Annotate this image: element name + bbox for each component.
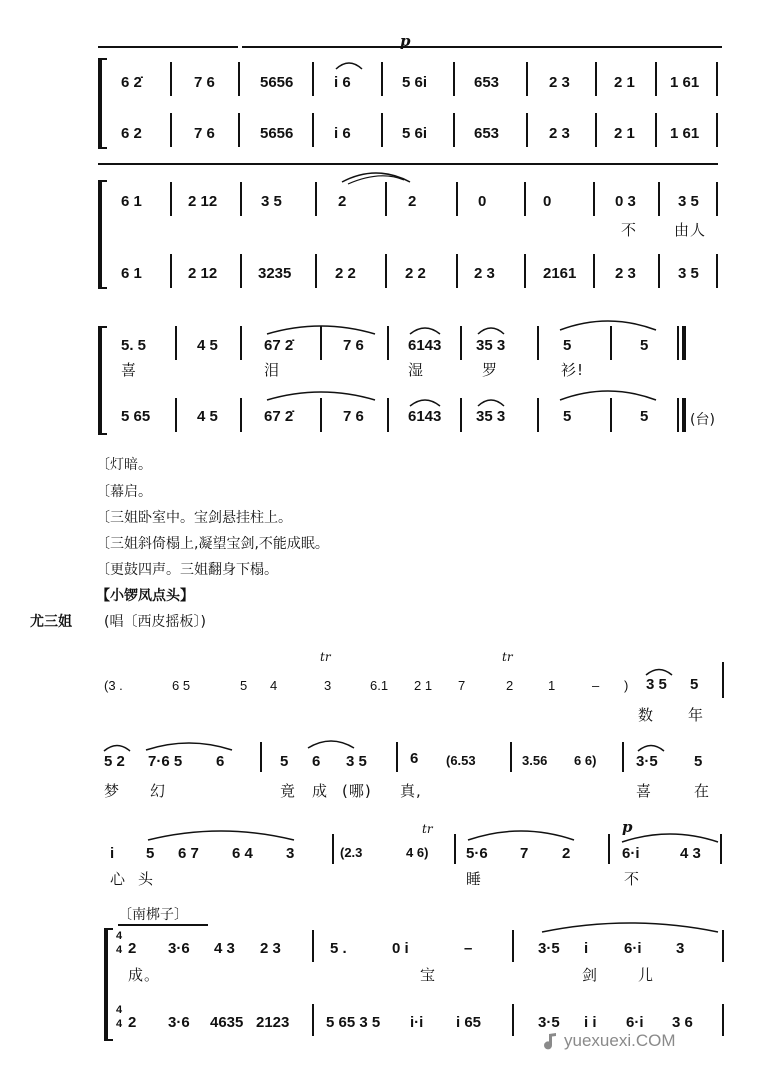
section-label: 〔南梆子〕 bbox=[118, 907, 188, 923]
lyric: 真, bbox=[400, 782, 422, 800]
slur bbox=[558, 316, 658, 332]
note-group: 4 5 bbox=[197, 337, 218, 354]
note: 3·6 bbox=[168, 940, 190, 957]
note-group: i 6 bbox=[334, 125, 351, 142]
note: i·i bbox=[410, 1014, 424, 1031]
note-group: 6 1 bbox=[121, 193, 142, 210]
barline bbox=[716, 62, 718, 96]
dynamic-line bbox=[242, 46, 722, 48]
final-barline-thick bbox=[682, 326, 686, 360]
slur bbox=[644, 666, 674, 676]
note-group: 5 bbox=[563, 337, 572, 354]
note: i i bbox=[584, 1014, 597, 1031]
note: 6·i bbox=[626, 1014, 644, 1031]
barline bbox=[260, 742, 262, 772]
note-group: 2 3 bbox=[549, 74, 570, 91]
barline bbox=[716, 113, 718, 147]
barline bbox=[315, 254, 317, 288]
note-group: 6143 bbox=[408, 337, 442, 354]
note-group: 5. 5 bbox=[121, 337, 147, 354]
note-group: 5 65 bbox=[121, 408, 151, 425]
note-group: 3235 bbox=[258, 265, 292, 282]
note: 3·5 bbox=[636, 753, 658, 770]
note: 2 bbox=[506, 678, 514, 693]
side-note: (台) bbox=[690, 412, 715, 428]
note: 5 bbox=[146, 845, 155, 862]
note: i 65 bbox=[456, 1014, 482, 1031]
barline bbox=[524, 182, 526, 216]
final-barline bbox=[677, 326, 679, 360]
barline bbox=[595, 113, 597, 147]
note-group: 3 5 bbox=[678, 265, 699, 282]
barline bbox=[512, 1004, 514, 1036]
bracket-hook-top bbox=[98, 180, 107, 182]
note: 4635 bbox=[210, 1014, 244, 1031]
note: 0 i bbox=[392, 940, 409, 957]
barline bbox=[332, 834, 334, 864]
barline bbox=[593, 182, 595, 216]
slur bbox=[306, 738, 356, 750]
note-group: 7 6 bbox=[343, 337, 364, 354]
note-group: i 6 bbox=[334, 74, 351, 91]
note: 6 4 bbox=[232, 845, 253, 862]
note: 7·6 5 bbox=[148, 753, 183, 770]
note: 3 bbox=[676, 940, 685, 957]
barline bbox=[312, 113, 314, 147]
note: 5·6 bbox=[466, 845, 488, 862]
note-group: 3 5 bbox=[261, 193, 282, 210]
barline bbox=[658, 254, 660, 288]
slur bbox=[558, 386, 658, 402]
lyric: 头 bbox=[138, 870, 155, 888]
stage-direction: 〔三姐卧室中。宝剑悬挂柱上。 bbox=[96, 510, 292, 526]
note-group: 2 3 bbox=[474, 265, 495, 282]
note: (3 . bbox=[104, 678, 123, 693]
note: 2 bbox=[128, 1014, 137, 1031]
note: (6.53 bbox=[446, 753, 476, 768]
lyric: 不 bbox=[624, 870, 641, 888]
note-group: 2 3 bbox=[549, 125, 570, 142]
note-group: 2 3 bbox=[615, 265, 636, 282]
barline bbox=[240, 326, 242, 360]
lyric: 泪 bbox=[264, 361, 281, 379]
note-group: 2 1 bbox=[614, 125, 635, 142]
note: 6 bbox=[216, 753, 225, 770]
note: 5 bbox=[240, 678, 248, 693]
note-group: 6143 bbox=[408, 408, 442, 425]
barline bbox=[381, 62, 383, 96]
note: 6 bbox=[410, 750, 419, 767]
slur bbox=[636, 742, 666, 752]
note: 6·i bbox=[622, 845, 640, 862]
barline bbox=[238, 113, 240, 147]
barline bbox=[456, 182, 458, 216]
trill-mark: tr bbox=[320, 650, 331, 664]
bracket-hook-bottom bbox=[98, 433, 107, 435]
barline bbox=[320, 398, 322, 432]
barline bbox=[622, 742, 624, 772]
barline bbox=[240, 254, 242, 288]
time-signature: 4 bbox=[116, 944, 123, 956]
barline bbox=[722, 930, 724, 962]
bracket-hook-top bbox=[98, 58, 107, 60]
note-group: 5 6i bbox=[402, 125, 428, 142]
note-group: 7 6 bbox=[194, 74, 215, 91]
note-group: 2 bbox=[408, 193, 417, 210]
slur bbox=[334, 60, 364, 70]
barline bbox=[238, 62, 240, 96]
note: 5 65 3 5 bbox=[326, 1014, 381, 1031]
lyric: 不 bbox=[621, 221, 638, 239]
note-group: 7 6 bbox=[194, 125, 215, 142]
note-group: 5 bbox=[640, 337, 649, 354]
lyric: 剑 bbox=[582, 966, 599, 984]
barline bbox=[312, 62, 314, 96]
note-group: 2 1 bbox=[614, 74, 635, 91]
trill-mark: tr bbox=[422, 822, 433, 836]
lyric: 竟 bbox=[280, 782, 297, 800]
trill-mark: tr bbox=[502, 650, 513, 664]
lyric: 年 bbox=[688, 706, 705, 724]
singer-cue: (唱〔西皮摇板〕) bbox=[104, 614, 206, 630]
note: – bbox=[464, 940, 473, 957]
bracket-hook-bottom bbox=[98, 287, 107, 289]
bracket-hook-top bbox=[98, 326, 107, 328]
barline bbox=[387, 398, 389, 432]
note: 4 bbox=[270, 678, 278, 693]
barline bbox=[453, 62, 455, 96]
dynamic-mark: p bbox=[400, 32, 411, 50]
barline bbox=[460, 398, 462, 432]
note-group: 5 bbox=[640, 408, 649, 425]
barline bbox=[608, 834, 610, 864]
note-group: 6 2 bbox=[121, 125, 142, 142]
note-group: 0 3 bbox=[615, 193, 636, 210]
time-signature: 4 bbox=[116, 1004, 123, 1016]
barline bbox=[170, 182, 172, 216]
note: (2.3 bbox=[340, 845, 363, 860]
note: 7 bbox=[458, 678, 466, 693]
system-bracket bbox=[104, 928, 108, 1040]
note: 4 6) bbox=[406, 845, 429, 860]
note-group: 7 6 bbox=[343, 408, 364, 425]
note: 3·5 bbox=[538, 940, 560, 957]
barline bbox=[456, 254, 458, 288]
barline bbox=[722, 662, 724, 698]
note-group: 3 5 bbox=[678, 193, 699, 210]
barline bbox=[526, 62, 528, 96]
barline bbox=[240, 398, 242, 432]
barline bbox=[396, 742, 398, 772]
note-group: 35 3 bbox=[476, 408, 506, 425]
barline bbox=[454, 834, 456, 864]
music-note-icon bbox=[538, 1030, 560, 1052]
note-group: 5 bbox=[563, 408, 572, 425]
note-group: 2 2 bbox=[405, 265, 426, 282]
slur bbox=[476, 324, 506, 336]
phrase-slur bbox=[620, 830, 720, 844]
top-line bbox=[98, 163, 718, 165]
note-group: 1 61 bbox=[670, 74, 700, 91]
lyric: 宝 bbox=[420, 966, 437, 984]
barline bbox=[170, 254, 172, 288]
lyric: 睡 bbox=[466, 870, 483, 888]
barline bbox=[387, 326, 389, 360]
barline bbox=[610, 326, 612, 360]
note: 2123 bbox=[256, 1014, 290, 1031]
lyric: 湿 bbox=[408, 361, 425, 379]
stage-direction: 〔幕启。 bbox=[96, 484, 152, 500]
time-signature: 4 bbox=[116, 930, 123, 942]
note-group: 653 bbox=[474, 74, 500, 91]
barline bbox=[175, 326, 177, 360]
phrase-slur bbox=[146, 826, 296, 842]
barline bbox=[595, 62, 597, 96]
lyric: 衫! bbox=[561, 361, 585, 379]
note: 6 5 bbox=[172, 678, 191, 693]
note-group: 5 6i bbox=[402, 74, 428, 91]
lyric: 数 bbox=[638, 706, 655, 724]
barline bbox=[510, 742, 512, 772]
note: 2 3 bbox=[260, 940, 281, 957]
note: 6·i bbox=[624, 940, 642, 957]
note: 5 2 bbox=[104, 753, 125, 770]
barline bbox=[385, 254, 387, 288]
slur bbox=[408, 396, 442, 408]
note: – bbox=[592, 678, 600, 693]
barline bbox=[658, 182, 660, 216]
barline bbox=[720, 834, 722, 864]
note: i bbox=[584, 940, 589, 957]
lyric: 成。 bbox=[128, 966, 161, 984]
phrase-slur bbox=[540, 918, 720, 934]
note: 2 bbox=[562, 845, 571, 862]
note-group: 35 3 bbox=[476, 337, 506, 354]
note-group: 4 5 bbox=[197, 408, 218, 425]
barline bbox=[537, 326, 539, 360]
note-group: 2 12 bbox=[188, 193, 218, 210]
barline bbox=[537, 398, 539, 432]
lyric: (哪) bbox=[342, 782, 372, 800]
note: ) bbox=[624, 678, 629, 693]
note-group: 6 2̇ bbox=[121, 74, 142, 91]
barline bbox=[240, 182, 242, 216]
barline bbox=[460, 326, 462, 360]
stage-direction: 〔三姐斜倚榻上,凝望宝剑,不能成眠。 bbox=[96, 536, 329, 552]
note-group: 0 bbox=[478, 193, 487, 210]
bracket-hook-bottom bbox=[104, 1039, 113, 1041]
barline bbox=[381, 113, 383, 147]
dynamic-mark: p bbox=[622, 818, 633, 836]
barline bbox=[315, 182, 317, 216]
lyric: 梦 bbox=[104, 782, 121, 800]
barline bbox=[722, 1004, 724, 1036]
barline bbox=[175, 398, 177, 432]
note-group: 1 61 bbox=[670, 125, 700, 142]
note: 1 bbox=[548, 678, 556, 693]
slur bbox=[476, 396, 506, 408]
note: 2 1 bbox=[414, 678, 433, 693]
slur bbox=[408, 324, 442, 336]
note: 5 . bbox=[330, 940, 347, 957]
lyric: 由人 bbox=[674, 221, 707, 239]
section-line bbox=[118, 924, 208, 926]
system-bracket bbox=[98, 180, 102, 288]
watermark-text: yuexuexi.COM bbox=[564, 1031, 676, 1050]
note-group: 653 bbox=[474, 125, 500, 142]
system-bracket bbox=[98, 326, 102, 434]
note-group: 5656 bbox=[260, 125, 294, 142]
lyric: 在 bbox=[694, 782, 711, 800]
barline bbox=[312, 1004, 314, 1036]
barline bbox=[385, 182, 387, 216]
top-line bbox=[98, 46, 238, 48]
phrase-slur bbox=[466, 826, 576, 842]
note: 3 bbox=[324, 678, 332, 693]
slur bbox=[144, 740, 234, 752]
barline bbox=[655, 113, 657, 147]
barline bbox=[526, 113, 528, 147]
barline bbox=[593, 254, 595, 288]
note: 2 bbox=[128, 940, 137, 957]
note: 3 5 bbox=[646, 676, 667, 693]
phrase-slur bbox=[340, 168, 412, 184]
note-group: 2161 bbox=[543, 265, 577, 282]
slur bbox=[102, 742, 132, 752]
lyric: 喜 bbox=[636, 782, 653, 800]
system-bracket bbox=[98, 58, 102, 148]
time-signature: 4 bbox=[116, 1018, 123, 1030]
note-group: 5656 bbox=[260, 74, 294, 91]
note-group: 2 bbox=[338, 193, 347, 210]
note-group: 2 12 bbox=[188, 265, 218, 282]
note: 5 bbox=[690, 676, 699, 693]
singer-name: 尤三姐 bbox=[30, 614, 72, 630]
note: 5 bbox=[280, 753, 289, 770]
note: 4 3 bbox=[680, 845, 701, 862]
barline bbox=[655, 62, 657, 96]
note-group: 0 bbox=[543, 193, 552, 210]
stage-direction: 〔灯暗。 bbox=[96, 457, 152, 473]
note: 6 6) bbox=[574, 753, 597, 768]
note-group: 2 2 bbox=[335, 265, 356, 282]
stage-direction: 〔更鼓四声。三姐翻身下榻。 bbox=[96, 562, 278, 578]
note: 3.56 bbox=[522, 753, 548, 768]
note: 3 6 bbox=[672, 1014, 693, 1031]
gong-cue: 【小锣凤点头】 bbox=[96, 588, 194, 604]
lyric: 成 bbox=[312, 782, 329, 800]
barline bbox=[512, 930, 514, 962]
note: 4 3 bbox=[214, 940, 235, 957]
lyric: 儿 bbox=[638, 966, 655, 984]
barline bbox=[453, 113, 455, 147]
barline bbox=[320, 326, 322, 360]
final-barline-thick bbox=[682, 398, 686, 432]
barline bbox=[312, 930, 314, 962]
note: 6 bbox=[312, 753, 321, 770]
barline bbox=[610, 398, 612, 432]
barline bbox=[524, 254, 526, 288]
bracket-hook-bottom bbox=[98, 147, 107, 149]
lyric: 罗 bbox=[482, 361, 499, 379]
barline bbox=[170, 113, 172, 147]
final-barline bbox=[677, 398, 679, 432]
note-group: 67 2̇ bbox=[264, 408, 294, 425]
note: 3 bbox=[286, 845, 295, 862]
note: 6.1 bbox=[370, 678, 389, 693]
lyric: 喜 bbox=[121, 361, 138, 379]
lyric: 心 bbox=[110, 870, 127, 888]
barline bbox=[716, 254, 718, 288]
note: 6 7 bbox=[178, 845, 199, 862]
note-group: 6 1 bbox=[121, 265, 142, 282]
lyric: 幻 bbox=[150, 782, 167, 800]
barline bbox=[716, 182, 718, 216]
note: 3·6 bbox=[168, 1014, 190, 1031]
barline bbox=[170, 62, 172, 96]
note: 3·5 bbox=[538, 1014, 560, 1031]
note-group: 67 2̇ bbox=[264, 337, 294, 354]
note: i bbox=[110, 845, 115, 862]
note: 3 5 bbox=[346, 753, 367, 770]
note: 5 bbox=[694, 753, 703, 770]
note: 7 bbox=[520, 845, 529, 862]
bracket-hook-top bbox=[104, 928, 113, 930]
